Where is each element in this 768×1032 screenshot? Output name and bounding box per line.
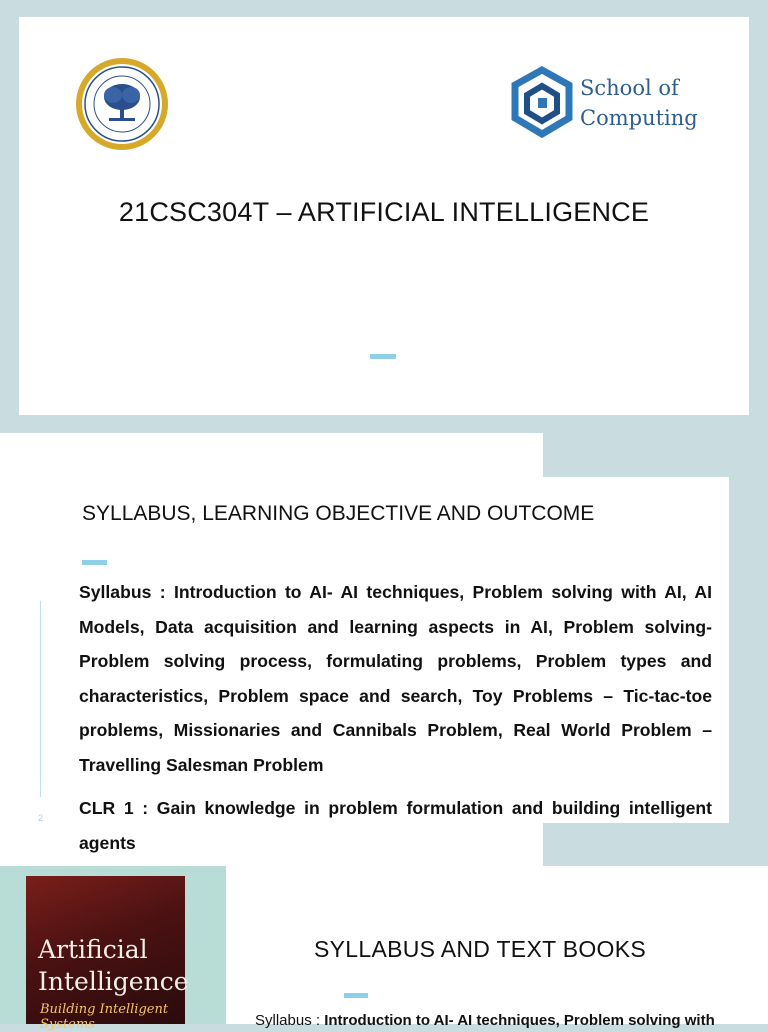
book-panel bbox=[0, 866, 226, 1032]
syllabus-slide bbox=[0, 433, 768, 866]
book-cover-title bbox=[38, 934, 189, 998]
book-cover-image bbox=[26, 876, 189, 1032]
book-cover-subtitle: Building Intelligent Systems bbox=[40, 1002, 169, 1032]
section-title: SYLLABUS, LEARNING OBJECTIVE AND OUTCOME bbox=[82, 502, 595, 525]
accent-dash bbox=[370, 354, 396, 359]
school-name bbox=[580, 73, 698, 133]
syllabus-text bbox=[255, 1012, 715, 1029]
accent-dash bbox=[344, 993, 368, 998]
textbooks-slide bbox=[0, 866, 768, 1032]
institute-seal-logo bbox=[75, 57, 169, 151]
syllabus-paragraph: Syllabus : Introduction to AI- AI techniques, Problem solving with AI, AI Models, Data acquisition and learning aspects in AI, Problem solving- Problem solving process, formulating problems, Problem types and characteristics, Problem space and search, Toy Problems – Tic-tac-toe problems, Missionaries and Cannibals Problem, Real World Problem – Travelling Salesman Problem bbox=[79, 582, 712, 775]
course-title: 21CSC304T – ARTIFICIAL INTELLIGENCE bbox=[118, 197, 650, 227]
book-title-line2: Intelligence bbox=[38, 967, 189, 996]
vertical-divider bbox=[40, 601, 41, 797]
page-number: 2 bbox=[38, 813, 44, 823]
section-title: SYLLABUS AND TEXT BOOKS bbox=[314, 936, 647, 962]
school-name-line1: School of bbox=[580, 76, 679, 100]
clr-paragraph: CLR 1 : Gain knowledge in problem formulation and building intelligent agents bbox=[79, 798, 712, 853]
syllabus-prefix: Syllabus : bbox=[255, 1012, 325, 1029]
school-of-computing-logo bbox=[511, 68, 573, 140]
school-name-line2: Computing bbox=[580, 106, 698, 130]
syllabus-bold: Introduction to AI- AI techniques, Problem solving with bbox=[324, 1012, 715, 1029]
book-title-line1: Artificial bbox=[38, 935, 148, 964]
title-slide bbox=[19, 17, 749, 415]
accent-dash bbox=[82, 560, 107, 565]
